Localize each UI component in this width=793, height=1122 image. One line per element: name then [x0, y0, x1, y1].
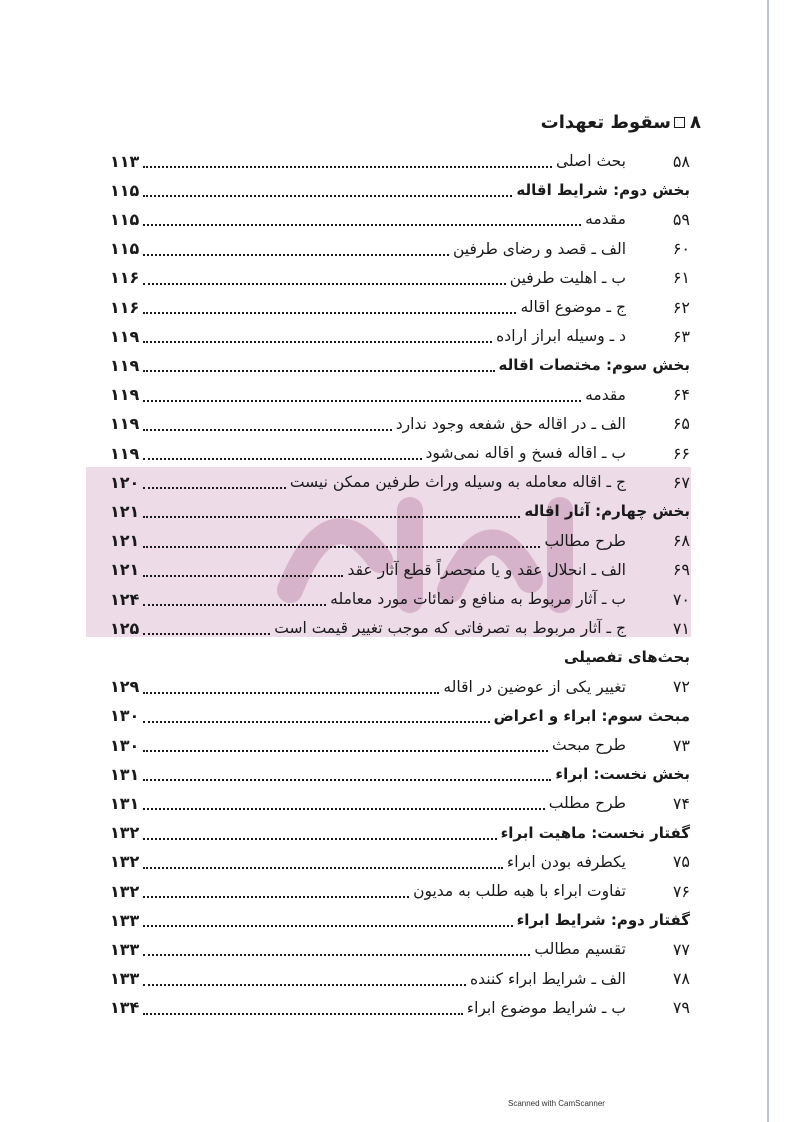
toc-dot-leader [143, 997, 462, 1015]
scanner-footer: Scanned with CamScanner [508, 1099, 605, 1108]
toc-dot-leader [143, 938, 530, 956]
toc-page-number: ۱۱۵ [110, 209, 140, 229]
toc-item-number: ۷۱ [672, 618, 690, 638]
toc-item-number: ۷۰ [672, 589, 690, 609]
toc-item-title: بخش نخست: ابراء [555, 765, 690, 784]
toc-entry-row [110, 293, 690, 321]
toc-dot-leader [143, 968, 466, 986]
toc-item-title: مقدمه [585, 385, 626, 404]
toc-item-title: د ـ وسیله ابراز اراده [496, 327, 626, 346]
toc-item-number: ۷۳ [672, 735, 690, 755]
toc-heading-row [110, 702, 690, 730]
toc-item-title: بحث‌های تفصیلی [564, 648, 690, 667]
toc-item-number: ۶۵ [672, 414, 690, 434]
toc-item-title: الف ـ انحلال عقد و یا منحصراً قطع آثار عقد [347, 560, 626, 579]
toc-heading-row [110, 760, 690, 788]
toc-heading-row [110, 497, 690, 525]
toc-page-number: ۱۱۶ [110, 268, 140, 288]
toc-page-number: ۱۲۹ [110, 677, 140, 697]
toc-dot-leader [143, 150, 552, 168]
toc-item-number: ۷۴ [672, 793, 690, 813]
toc-item-title: ج ـ آثار مربوط به تصرفاتی که موجب تغییر قیمت است [274, 619, 626, 638]
toc-page-number: ۱۱۹ [110, 326, 140, 346]
toc-entry-row [110, 848, 690, 876]
toc-entry-row [110, 235, 690, 263]
toc-entry-row [110, 877, 690, 905]
toc-item-number: ۶۰ [672, 239, 690, 259]
toc-dot-leader [143, 471, 286, 489]
toc-item-title: ب ـ آثار مربوط به منافع و نمائات مورد معامله [330, 590, 626, 608]
toc-page-number: ۱۳۰ [110, 735, 140, 755]
toc-entry-row [110, 994, 690, 1022]
toc-dot-leader [143, 763, 551, 781]
toc-dot-leader [143, 822, 496, 840]
toc-dot-leader [143, 880, 409, 898]
toc-page-number: ۱۲۱ [110, 501, 140, 521]
toc-item-number: ۶۳ [672, 326, 690, 346]
toc-item-title: بخش سوم: مختصات اقاله [498, 356, 690, 375]
toc-dot-leader [143, 325, 492, 343]
toc-item-title: ج ـ موضوع اقاله [520, 298, 626, 316]
toc-page-number: ۱۱۶ [110, 297, 140, 317]
toc-item-number: ۶۹ [672, 560, 690, 580]
toc-dot-leader [143, 705, 489, 723]
toc-page-number: ۱۳۳ [110, 939, 140, 959]
toc-item-title: یکطرفه بودن ابراء [506, 852, 626, 871]
toc-entry-row [110, 673, 690, 701]
toc-dot-leader [143, 676, 439, 694]
toc-dot-leader [143, 909, 512, 927]
header-title: سقوط تعهدات [540, 112, 671, 133]
toc-page-number: ۱۲۱ [110, 560, 140, 580]
toc-dot-leader [143, 208, 581, 226]
toc-entry-row [110, 410, 690, 438]
toc-entry-row [110, 935, 690, 963]
toc-item-number: ۷۹ [672, 998, 690, 1018]
toc-page-number: ۱۱۵ [110, 180, 140, 200]
toc-item-number: ۶۸ [672, 531, 690, 551]
toc-page-number: ۱۲۰ [110, 472, 140, 492]
toc-item-title: ب ـ شرایط موضوع ابراء [466, 998, 626, 1017]
toc-page-number: ۱۱۹ [110, 385, 140, 405]
toc-section-row [110, 643, 690, 671]
toc-item-number: ۶۲ [672, 297, 690, 317]
toc-page-number: ۱۱۵ [110, 239, 140, 259]
toc-page-number: ۱۳۲ [110, 881, 140, 901]
toc-item-number: ۷۶ [672, 881, 690, 901]
toc-entry-row [110, 468, 690, 496]
toc-dot-leader [143, 384, 581, 402]
toc-page-number: ۱۳۳ [110, 910, 140, 930]
toc-entry-row [110, 205, 690, 233]
toc-page-number: ۱۳۲ [110, 823, 140, 843]
toc-dot-leader [143, 442, 421, 460]
toc-dot-leader [143, 588, 326, 606]
toc-page-number: ۱۳۰ [110, 706, 140, 726]
toc-page-number: ۱۳۲ [110, 852, 140, 872]
toc-entry-row [110, 527, 690, 555]
toc-item-title: مقدمه [585, 210, 626, 229]
toc-entry-row [110, 147, 690, 175]
toc-entry-row [110, 614, 690, 642]
toc-dot-leader [143, 179, 512, 197]
toc-page-number: ۱۱۹ [110, 355, 140, 375]
toc-item-title: الف ـ شرایط ابراء کننده [470, 969, 626, 988]
toc-dot-leader [143, 734, 548, 752]
toc-item-title: طرح مطالب [544, 531, 626, 550]
toc-item-title: الف ـ قصد و رضای طرفین [453, 239, 626, 258]
toc-page-number: ۱۳۱ [110, 764, 140, 784]
toc-page-number: ۱۱۹ [110, 414, 140, 434]
toc-item-title: تفاوت ابراء با هبه طلب به مدیون [413, 882, 626, 900]
toc-item-title: ب ـ اهلیت طرفین [509, 268, 626, 287]
toc-item-title: گفتار دوم: شرایط ابراء [516, 911, 690, 930]
toc-item-title: بحث اصلی [556, 152, 626, 170]
toc-dot-leader [143, 354, 494, 372]
toc-item-number: ۶۱ [672, 268, 690, 288]
toc-dot-leader [143, 559, 343, 577]
toc-item-number: ۷۷ [672, 939, 690, 959]
toc-dot-leader [143, 238, 449, 256]
toc-item-number: ۶۷ [672, 472, 690, 492]
toc-item-title: طرح مطلب [548, 794, 626, 813]
toc-item-number: ۷۲ [672, 677, 690, 697]
toc-item-number: ۵۸ [672, 151, 690, 171]
toc-entry-row [110, 965, 690, 993]
toc-heading-row [110, 351, 690, 379]
toc-entry-row [110, 731, 690, 759]
toc-item-title: مبحث سوم: ابراء و اعراض [493, 706, 690, 725]
toc-page-number: ۱۳۴ [110, 998, 140, 1018]
toc-page-number: ۱۳۳ [110, 969, 140, 989]
toc-item-number: ۷۵ [672, 852, 690, 872]
toc-item-title: بخش چهارم: آثار اقاله [524, 502, 690, 521]
toc-page-number: ۱۱۳ [110, 151, 140, 171]
toc-dot-leader [143, 500, 520, 518]
toc-item-number: ۶۴ [672, 385, 690, 405]
toc-entry-row [110, 789, 690, 817]
toc-heading-row [110, 906, 690, 934]
toc-item-title: تقسیم مطالب [534, 940, 626, 959]
toc-item-title: طرح مبحث [551, 736, 626, 754]
toc-page-number: ۱۲۱ [110, 531, 140, 551]
toc-item-number: ۷۸ [672, 969, 690, 989]
toc-page-number: ۱۱۹ [110, 443, 140, 463]
toc-entry-row [110, 556, 690, 584]
toc-entry-row [110, 439, 690, 467]
header-page-number: ۸ [690, 112, 701, 133]
toc-item-title: بخش دوم: شرایط اقاله [516, 181, 690, 200]
toc-item-title: تغییر یکی از عوضین در اقاله [443, 677, 626, 696]
toc-dot-leader [143, 851, 503, 869]
toc-dot-leader [143, 413, 391, 431]
toc-item-title: ج ـ اقاله معامله به وسیله وراث طرفین ممکن نیست [289, 473, 626, 492]
toc-item-title: ب ـ اقاله فسخ و اقاله نمی‌شود [425, 444, 626, 462]
toc-dot-leader [143, 792, 545, 810]
toc-item-title: الف ـ در اقاله حق شفعه وجود ندارد [395, 414, 626, 433]
toc-page-number: ۱۲۵ [110, 618, 140, 638]
toc-dot-leader [143, 267, 506, 285]
toc-page-number: ۱۳۱ [110, 793, 140, 813]
toc-item-number: ۵۹ [672, 209, 690, 229]
toc-dot-leader [143, 530, 540, 548]
toc-entry-row [110, 381, 690, 409]
toc-item-title: گفتار نخست: ماهیت ابراء [500, 823, 690, 842]
toc-entry-row [110, 585, 690, 613]
toc-dot-leader [143, 296, 516, 314]
toc-heading-row [110, 176, 690, 204]
toc-page-number: ۱۲۴ [110, 589, 140, 609]
toc-entry-row [110, 322, 690, 350]
toc-dot-leader [143, 617, 270, 635]
toc-heading-row [110, 819, 690, 847]
toc-item-number: ۶۶ [672, 443, 690, 463]
toc-entry-row [110, 264, 690, 292]
